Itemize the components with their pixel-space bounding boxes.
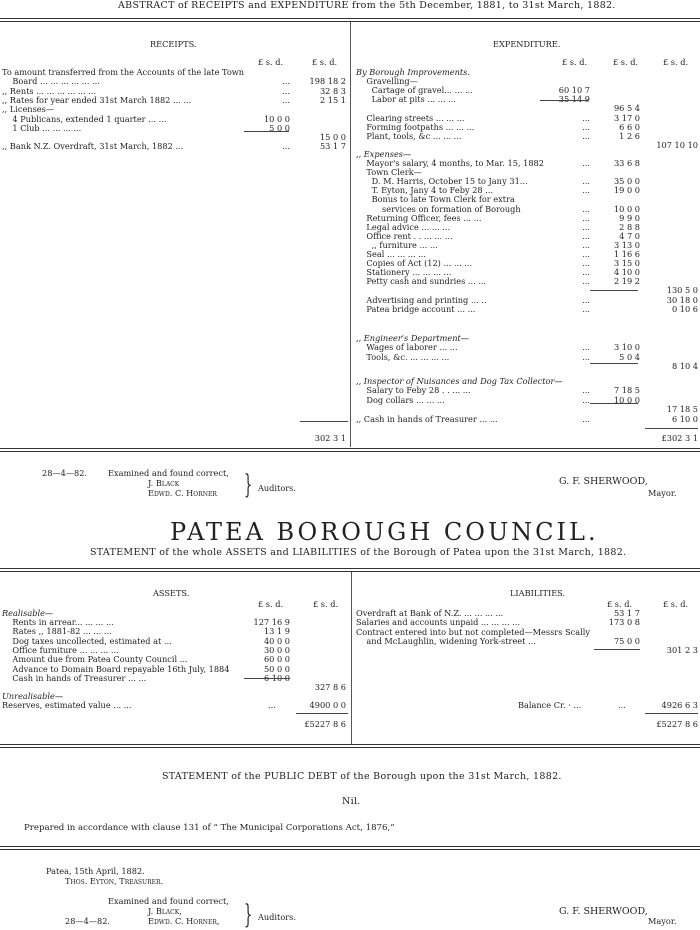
ledger-line: Mayor's salary, 4 months, to Mar. 15, 1882 (356, 158, 544, 168)
leader-dots: ... (582, 212, 590, 223)
expenditure-heading: EXPENDITURE. (493, 39, 561, 49)
amount: 327 8 6 (314, 682, 346, 693)
amount: 30 0 0 (263, 644, 290, 655)
rule (645, 713, 698, 714)
leader-dots: ... (582, 249, 590, 259)
ledger-line: Board ... ... ... ... ... ... (2, 76, 100, 87)
leader-dots: ... (582, 413, 590, 424)
leader-dots: ... (582, 267, 590, 278)
amount: 50 0 0 (263, 663, 290, 674)
divider (0, 849, 700, 850)
amount: 8 10 4 (671, 361, 698, 372)
divider (0, 846, 700, 847)
amount: 4 7 0 (619, 230, 640, 241)
brace: } (244, 900, 253, 930)
ledger-line: Wages of laborer ... ... (356, 342, 458, 353)
realisable-label: Realisable— (2, 608, 54, 618)
divider (0, 747, 700, 748)
ledger-line: Rates ,, 1881-82 ... ... ... (2, 626, 112, 637)
ledger-line: Copies of Act (12) ... ... ... (356, 258, 473, 269)
prepared-note: Prepared in accordance with clause 131 of “ The Municipal Corporations Act, 1876,” (24, 823, 395, 833)
amount: 10 0 0 (263, 113, 290, 124)
ledger-line: Tools, &c. ... ... ... ... (356, 351, 450, 362)
mayor-title: Mayor. (648, 916, 677, 926)
ledger-line: Town Clerk— (356, 167, 422, 178)
balance-dots: ... (618, 700, 626, 710)
ledger-line: Amount due from Patea County Council ... (2, 654, 188, 665)
amount: 2 8 8 (619, 221, 640, 232)
auditors-label: Auditors. (258, 483, 296, 493)
amount: 6 10 0 (671, 413, 698, 424)
amount: 198 18 2 (309, 76, 346, 87)
leader-dots: ... (582, 112, 590, 123)
amount: 7 18 5 (613, 385, 640, 396)
col-head: £ s. d. (562, 57, 588, 67)
liabilities-heading: LIABILITIES. (510, 588, 566, 598)
rule (244, 678, 290, 679)
amount: 4 10 0 (613, 267, 640, 278)
footer-examined: Examined and found correct, (108, 896, 229, 906)
rule (590, 290, 638, 291)
ledger-line: Cartage of gravel... ... ... (356, 85, 473, 96)
amount: 107 10 10 (656, 139, 698, 150)
council-title: PATEA BOROUGH COUNCIL. (170, 518, 599, 546)
assets-total: £5227 8 6 (304, 719, 346, 729)
ledger-line: ,, Licenses— (2, 104, 55, 115)
place-date: Patea, 15th April, 1882. (46, 866, 145, 876)
ledger-line: Petty cash and sundries ... ... (356, 276, 487, 287)
leader-dots: ... (582, 176, 590, 187)
amount: 96 5 4 (613, 103, 640, 114)
leader-dots: ... (582, 342, 590, 353)
col-head: £ s. d. (663, 599, 689, 609)
ledger-line: Legal advice ... ... ... (356, 221, 451, 232)
amount: 2 15 1 (319, 94, 346, 105)
unrealisable-label: Unrealisable— (2, 691, 64, 701)
column-divider (350, 22, 351, 447)
auditor-name: J. Black (148, 478, 180, 488)
public-debt-title: STATEMENT of the PUBLIC DEBT of the Borough upon the 31st March, 1882. (162, 771, 562, 782)
ledger-line: Advance to Domain Board repayable 16th July, 1884 (2, 663, 230, 674)
ledger-line: Dog taxes uncollected, estimated at ... (2, 635, 172, 646)
amount: 0 10 6 (671, 303, 698, 314)
leader-dots: ... (582, 230, 590, 241)
leader-dots: ... (582, 294, 590, 305)
column-divider (351, 572, 352, 744)
ledger-line: Seal ... ... ... ... (356, 249, 427, 259)
rule (300, 421, 348, 422)
leader-dots: ... (282, 141, 290, 152)
ledger-line: services on formation of Borough (356, 203, 521, 214)
abstract-title: ABSTRACT of RECEIPTS and EXPENDITURE from the 5th December, 1881, to 31st March, 1882. (118, 0, 616, 11)
footer-date: 28—4—82. (65, 916, 111, 926)
leader-dots: ... (582, 351, 590, 362)
amount: 5 0 0 (269, 122, 290, 133)
ledger-line: T. Eyton, Jany 4 to Feby 28 ... (356, 185, 494, 196)
ledger-line: Salaries and accounts unpaid ... ... ... ... (356, 617, 520, 628)
assets-heading: ASSETS. (153, 588, 190, 598)
ledger-line: ,, Inspector of Nuisances and Dog Tax Collector— (356, 376, 563, 386)
ledger-line: ,, Rates for year ended 31st March 1882 ... ... (2, 94, 192, 105)
balance-value: 4926 6 3 (661, 700, 698, 710)
ledger-line: Clearing streets ... ... ... (356, 112, 465, 123)
leader-dots: ... (582, 303, 590, 314)
reserves-dots: ... (268, 700, 276, 710)
amount: 3 13 0 (613, 239, 640, 250)
mayor-name: G. F. SHERWOOD, (559, 906, 648, 917)
amount: 10 0 0 (613, 394, 640, 405)
leader-dots: ... (582, 158, 590, 168)
amount: 33 6 8 (613, 158, 640, 168)
divider (0, 451, 700, 452)
ledger-line: Plant, tools, &c ... ... ... (356, 130, 462, 141)
col-head: £ s. d. (312, 57, 338, 67)
auditor-name: Edwd. C. Horner, (148, 916, 220, 926)
amount: 40 0 0 (263, 635, 290, 646)
leader-dots: ... (582, 394, 590, 405)
auditors-label: Auditors. (258, 912, 296, 922)
ledger-line: Rents in arrear... ... ... ... (2, 617, 114, 627)
leader-dots: ... (282, 76, 290, 87)
ledger-line: Forming footpaths ... ... ... (356, 121, 475, 132)
leader-dots: ... (582, 276, 590, 287)
amount: 301 2 3 (666, 645, 698, 656)
leader-dots: ... (582, 185, 590, 196)
rule (540, 100, 588, 101)
amount: 6 10 0 (263, 672, 290, 683)
rule (594, 649, 640, 650)
col-head: £ s. d. (258, 599, 284, 609)
col-head: £ s. d. (607, 599, 633, 609)
receipts-total: 302 3 1 (314, 433, 346, 443)
amount: 173 0 8 (608, 617, 640, 628)
amount: 1 16 6 (613, 249, 640, 259)
amount: 30 18 0 (666, 294, 698, 305)
ledger-line: To amount transferred from the Accounts of the late Town (2, 67, 245, 77)
divider (0, 744, 700, 745)
ledger-line: Cash in hands of Treasurer ... ... (2, 672, 147, 683)
leader-dots: ... (582, 239, 590, 250)
audit-examined: Examined and found correct, (108, 468, 229, 478)
leader-dots: ... (582, 385, 590, 396)
mayor-title: Mayor. (648, 488, 677, 498)
ledger-line: and McLaughlin, widening York-street ... (356, 635, 536, 646)
auditor-name: J. Black, (148, 906, 182, 916)
ledger-line: Patea bridge account ... ... (356, 303, 476, 314)
ledger-line: ,, furniture ... ... (356, 239, 438, 250)
amount: 3 15 0 (613, 258, 640, 269)
liabilities-total: £5227 8 6 (656, 719, 698, 729)
rule (590, 403, 638, 404)
ledger-line: Advertising and printing ... .. (356, 294, 487, 305)
divider (0, 18, 700, 19)
amount: 1 2 6 (619, 130, 640, 141)
divider (0, 568, 700, 569)
col-head: £ s. d. (663, 57, 689, 67)
ledger-line: Labor at pits ... ... ... (356, 94, 456, 105)
amount: 32 8 3 (319, 85, 346, 96)
ledger-line: ,, Rents ... ... ... ... ... ... (2, 85, 97, 96)
brace: } (244, 470, 253, 500)
audit-date: 28—4—82. (42, 468, 88, 478)
amount: 130 5 0 (666, 285, 698, 296)
col-head: £ s. d. (613, 57, 639, 67)
amount: 10 0 0 (613, 203, 640, 214)
col-head: £ s. d. (258, 57, 284, 67)
treasurer: Thos. Eyton, Treasurer. (65, 876, 164, 886)
rule (645, 428, 698, 429)
amount: 60 0 0 (263, 654, 290, 665)
leader-dots: ... (282, 94, 290, 105)
leader-dots: ... (582, 203, 590, 214)
ledger-line: Stationery ... ... ... ... (356, 267, 452, 278)
amount: 35 0 0 (613, 176, 640, 187)
rule (590, 363, 638, 364)
amount: 53 1 7 (613, 608, 640, 618)
amount: 60 10 7 (558, 85, 590, 96)
ledger-line: Gravelling— (356, 76, 418, 87)
ledger-line: Contract entered into but not completed—Messrs Scally (356, 626, 590, 637)
ledger-line: Salary to Feby 28 . . ... ... (356, 385, 471, 396)
col-head: £ s. d. (313, 599, 339, 609)
amount: 13 1 9 (263, 626, 290, 637)
amount: 53 1 7 (319, 141, 346, 152)
ledger-line: ,, Cash in hands of Treasurer ... ... (356, 413, 498, 424)
amount: 3 10 0 (613, 342, 640, 353)
expenditure-total: £302 3 1 (661, 433, 698, 443)
reserves-value: 4900 0 0 (309, 700, 346, 710)
leader-dots: ... (582, 121, 590, 132)
amount: 17 18 5 (666, 404, 698, 415)
amount: 3 17 0 (613, 112, 640, 123)
leader-dots: ... (582, 258, 590, 269)
amount: 2 19 2 (613, 276, 640, 287)
ledger-line: Overdraft at Bank of N.Z. ... ... ... ... (356, 608, 504, 618)
nil-text: Nil. (342, 796, 361, 807)
ledger-line: 4 Publicans, extended 1 quarter ... ... (2, 113, 167, 124)
amount: 15 0 0 (319, 132, 346, 143)
reserves-line: Reserves, estimated value ... ... (2, 700, 132, 710)
amount: 75 0 0 (613, 635, 640, 646)
leader-dots: ... (582, 221, 590, 232)
leader-dots: ... (282, 85, 290, 96)
ledger-line: ,, Engineer's Department— (356, 333, 469, 343)
ledger-line: Bonus to late Town Clerk for extra (356, 194, 515, 205)
amount: 19 0 0 (613, 185, 640, 196)
divider (0, 571, 700, 572)
ledger-line: Returning Officer, fees ... ... (356, 212, 482, 223)
receipts-heading: RECEIPTS. (150, 39, 197, 49)
divider (0, 448, 700, 449)
ledger-line: Office rent . . ... ... ... (356, 230, 453, 241)
amount: 9 9 0 (619, 212, 640, 223)
ledger-line: ,, Expenses— (356, 148, 412, 159)
mayor-name: G. F. SHERWOOD, (559, 476, 648, 487)
ledger-line: Office furniture ... ... ... ... (2, 644, 119, 655)
amount: 5 0 4 (619, 351, 640, 362)
auditor-name: Edwd. C. Horner (148, 488, 217, 498)
ledger-line: D. M. Harris, October 15 to Janу 31... (356, 176, 528, 187)
ledger-line: By Borough Improvements. (356, 67, 470, 77)
amount: 6 6 0 (619, 121, 640, 132)
amount: 35 14 9 (558, 94, 590, 105)
amount: 127 16 9 (253, 617, 290, 627)
balance-line: Balance Cr. · ... (518, 700, 582, 710)
rule (244, 131, 289, 132)
ledger-line: Dog collars ... ... ... (356, 394, 445, 405)
rule (296, 713, 348, 714)
ledger-line: ,, Bank N.Z. Overdraft, 31st March, 1882 ... (2, 141, 184, 152)
leader-dots: ... (582, 130, 590, 141)
statement-title: STATEMENT of the whole ASSETS and LIABILITIES of the Borough of Patea upon the 31st March, 1882. (90, 547, 627, 558)
ledger-line: 1 Club ... ... ... ... (2, 122, 82, 133)
